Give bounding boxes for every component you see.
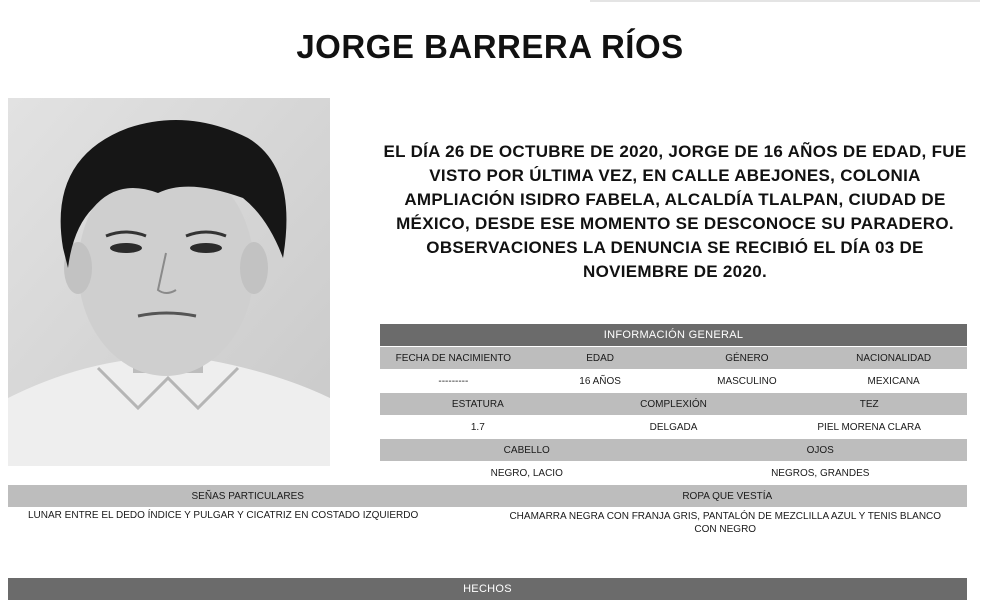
- value-age: 16 AÑOS: [579, 375, 621, 387]
- value-birthdate: ---------: [438, 375, 469, 387]
- general-labels-row-1: [380, 347, 967, 369]
- person-photo: [8, 98, 330, 466]
- general-values-row-1: [380, 370, 967, 392]
- value-hair: NEGRO, LACIO: [490, 467, 563, 479]
- label-age: EDAD: [586, 352, 615, 364]
- top-divider: [590, 0, 980, 2]
- value-gender: MASCULINO: [717, 375, 777, 387]
- value-skin: PIEL MORENA CLARA: [817, 421, 921, 433]
- value-distinguishing-marks: LUNAR ENTRE EL DEDO ÍNDICE Y PULGAR Y CICATRIZ EN COSTADO IZQUIERDO: [28, 510, 419, 521]
- label-birthdate: FECHA DE NACIMIENTO: [395, 352, 512, 364]
- label-skin: TEZ: [859, 398, 879, 410]
- value-height: 1.7: [470, 421, 485, 433]
- value-build: DELGADA: [649, 421, 698, 433]
- general-values-row-2: [380, 416, 967, 438]
- details-labels-row: [8, 485, 967, 507]
- label-build: COMPLEXIÓN: [640, 398, 707, 410]
- value-clothing: CHAMARRA NEGRA CON FRANJA GRIS, PANTALÓN DE MEZCLILLA AZUL Y TENIS BLANCO CON NEGRO: [509, 511, 942, 535]
- label-eyes: OJOS: [806, 444, 834, 456]
- label-gender: GÉNERO: [725, 352, 769, 364]
- value-eyes: NEGROS, GRANDES: [771, 467, 870, 479]
- label-hair: CABELLO: [503, 444, 550, 456]
- value-nationality: MEXICANA: [867, 375, 920, 387]
- details-values-row: [8, 508, 967, 538]
- facts-header: HECHOS: [8, 578, 967, 600]
- label-height: ESTATURA: [451, 398, 504, 410]
- label-nationality: NACIONALIDAD: [856, 352, 932, 364]
- person-name-title: JORGE BARRERA RÍOS: [296, 28, 684, 65]
- general-labels-row-2: [380, 393, 967, 415]
- general-info-header: INFORMACIÓN GENERAL: [380, 324, 967, 346]
- label-clothing: ROPA QUE VESTÍA: [682, 490, 773, 502]
- case-description: EL DÍA 26 DE OCTUBRE DE 2020, JORGE DE 16 AÑOS DE EDAD, FUE VISTO POR ÚLTIMA VEZ, EN CALLE ABEJONES, COLONIA AMPLIACIÓN ISIDRO FABELA, ALCALDÍA TLALPAN, CIUDAD DE MÉXICO, DESDE ESE MOMENTO SE DESCONOCE SU PARADERO. OBSERVACIONES LA DENUNCIA SE RECIBIÓ EL DÍA 03 DE NOVIEMBRE DE 2020.: [383, 142, 967, 281]
- general-labels-row-3: [380, 439, 967, 461]
- label-distinguishing-marks: SEÑAS PARTICULARES: [191, 490, 304, 502]
- general-values-row-3: [380, 462, 967, 484]
